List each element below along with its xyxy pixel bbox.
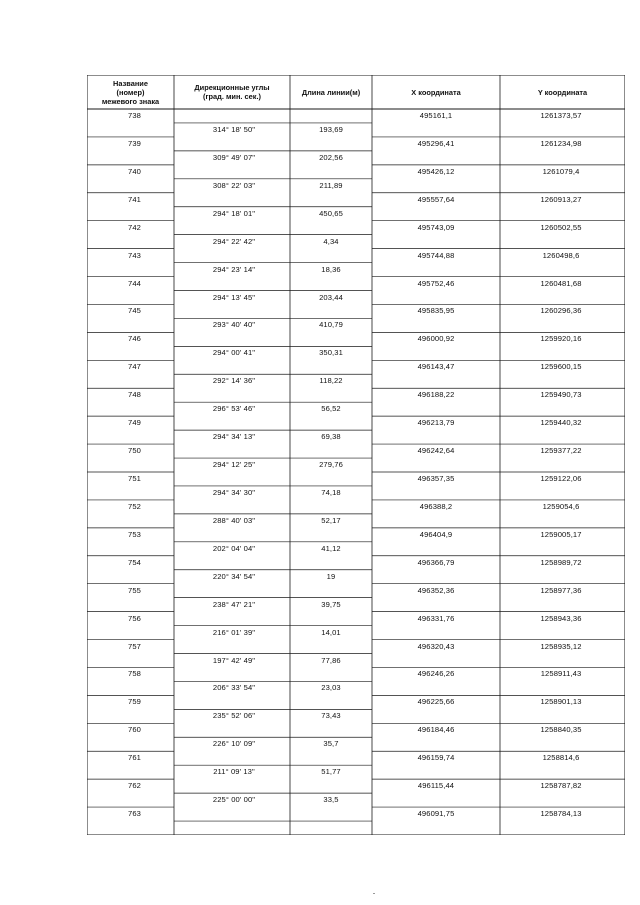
point-name: 754 <box>128 557 141 567</box>
segment-direction-angle: 314° 18' 50" <box>212 124 256 134</box>
segment-length: 193,69 <box>319 124 343 134</box>
segment-direction-angle: 309° 49' 07" <box>212 152 256 162</box>
point-y-coordinate: 1258840,35 <box>540 725 582 735</box>
point-name: 750 <box>128 446 141 456</box>
header-name-line-1: Название <box>113 78 148 88</box>
segment-direction-angle: 294° 18' 01" <box>212 208 256 218</box>
segment-direction-angle: 288° 40' 03" <box>212 515 256 525</box>
segment-direction-angle: 294° 22' 42" <box>212 236 256 246</box>
segment-length: 203,44 <box>319 292 343 302</box>
point-x-coordinate: 495752,46 <box>417 278 455 288</box>
header-angle <box>174 75 290 109</box>
header-name-line-2: (номер) <box>116 87 145 97</box>
point-y-coordinate: 1259600,15 <box>540 362 582 372</box>
point-y-coordinate: 1258935,12 <box>540 641 582 651</box>
point-x-coordinate: 496000,92 <box>417 334 455 344</box>
point-x-coordinate: 496143,47 <box>417 362 455 372</box>
point-x-coordinate: 495557,64 <box>417 194 455 204</box>
point-name: 755 <box>128 585 141 595</box>
segment-direction-angle: 294° 34' 13" <box>212 432 256 442</box>
point-x-coordinate: 496115,44 <box>417 781 455 791</box>
scan-speck <box>373 893 375 894</box>
segment-length: 69,38 <box>321 432 341 442</box>
point-x-coordinate: 496366,79 <box>417 557 455 567</box>
point-name: 744 <box>128 278 141 288</box>
segment-length: 74,18 <box>321 487 341 497</box>
point-name: 752 <box>128 501 141 511</box>
point-y-coordinate: 1258901,13 <box>540 697 582 707</box>
header-length <box>290 75 372 109</box>
point-y-coordinate: 1258977,36 <box>540 585 582 595</box>
segment-direction-angle: 235° 52' 06" <box>212 711 256 721</box>
segment-length: 118,22 <box>319 376 343 386</box>
point-name: 753 <box>128 529 141 539</box>
point-name: 742 <box>128 222 141 232</box>
point-name: 741 <box>128 194 141 204</box>
point-x-coordinate: 496388,2 <box>419 501 453 511</box>
segment-length: 77,86 <box>321 655 341 665</box>
point-y-coordinate: 1259054,6 <box>542 501 580 511</box>
segment-direction-angle: 206° 33' 54" <box>212 683 256 693</box>
segment-direction-angle: 294° 23' 14" <box>212 264 256 274</box>
segment-length: 56,52 <box>321 404 341 414</box>
header-name-line-3: межевого знака <box>101 96 160 106</box>
point-name: 763 <box>128 809 141 819</box>
point-name: 761 <box>128 753 141 763</box>
segment-length: 39,75 <box>321 599 341 609</box>
header-y-line-1: Y координата <box>537 87 588 97</box>
point-x-coordinate: 496357,35 <box>417 474 455 483</box>
point-x-coordinate: 496242,64 <box>417 446 455 456</box>
segment-length: 279,76 <box>319 460 343 470</box>
point-name: 746 <box>128 334 141 344</box>
segment-direction-angle: 197° 42' 49" <box>212 655 256 665</box>
point-x-coordinate: 495744,88 <box>417 250 455 260</box>
header-y <box>500 75 625 109</box>
segment-length: 211,89 <box>319 180 343 190</box>
point-x-coordinate: 496213,79 <box>417 418 455 428</box>
segment-length: 52,17 <box>321 515 341 525</box>
point-x-coordinate: 496091,75 <box>417 809 455 819</box>
point-y-coordinate: 1258989,72 <box>540 557 582 567</box>
boundary-coordinates-table <box>87 75 625 835</box>
segment-direction-angle: 294° 12' 25" <box>212 460 256 470</box>
point-y-coordinate: 1260502,55 <box>540 222 582 232</box>
segment-direction-angle: 294° 13' 45" <box>212 292 256 302</box>
segment-length: 450,65 <box>319 208 343 218</box>
point-name: 756 <box>128 613 141 623</box>
point-name: 762 <box>128 781 141 791</box>
point-y-coordinate: 1261234,98 <box>540 138 582 148</box>
point-x-coordinate: 495296,41 <box>417 138 455 148</box>
segment-length: 33,5 <box>323 795 339 805</box>
point-x-coordinate: 495743,09 <box>417 222 455 232</box>
segment-direction-angle: 294° 34' 30" <box>212 487 256 497</box>
point-x-coordinate: 496246,26 <box>417 669 455 679</box>
point-y-coordinate: 1258943,36 <box>540 613 582 623</box>
point-y-coordinate: 1259920,16 <box>540 334 582 344</box>
point-y-coordinate: 1258784,13 <box>540 809 582 819</box>
point-x-coordinate: 495835,95 <box>417 306 455 316</box>
point-x-coordinate: 495426,12 <box>417 166 455 176</box>
point-name: 758 <box>128 669 141 679</box>
segment-direction-angle: 292° 14' 36" <box>212 376 256 386</box>
point-x-coordinate: 496184,46 <box>417 725 455 735</box>
point-x-coordinate: 496320,43 <box>417 641 455 651</box>
point-y-coordinate: 1259005,17 <box>540 529 582 539</box>
segment-length: 350,31 <box>319 348 343 358</box>
header-x <box>372 75 500 109</box>
point-x-coordinate: 496159,74 <box>417 753 455 763</box>
point-y-coordinate: 1260481,68 <box>540 278 582 288</box>
segment-direction-angle: 211° 09' 13" <box>213 767 255 777</box>
segment-direction-angle: 216° 01' 39" <box>212 627 256 637</box>
point-x-coordinate: 496188,22 <box>417 390 455 400</box>
segment-direction-angle: 238° 47' 21" <box>212 599 256 609</box>
segment-length: 202,56 <box>319 152 343 162</box>
point-y-coordinate: 1259490,73 <box>540 390 582 400</box>
point-y-coordinate: 1258814,6 <box>542 753 580 763</box>
point-name: 743 <box>128 250 141 260</box>
header-name <box>87 75 174 109</box>
header-angle-line-2: (град. мин. сек.) <box>203 92 261 101</box>
point-name: 747 <box>128 362 141 372</box>
segment-direction-angle: 225° 00' 00" <box>212 795 256 805</box>
point-y-coordinate: 1259377,22 <box>540 446 582 456</box>
point-name: 738 <box>128 111 141 120</box>
header-length-line-1: Длина линии(м) <box>301 87 361 97</box>
segment-direction-angle: 226° 10' 09" <box>212 739 256 749</box>
segment-direction-angle: 296° 53' 46" <box>212 404 256 414</box>
point-y-coordinate: 1258787,82 <box>540 781 582 791</box>
point-x-coordinate: 496225,66 <box>417 697 455 707</box>
header-x-line-1: X координата <box>411 87 461 97</box>
segment-length: 23,03 <box>321 683 341 693</box>
point-y-coordinate: 1261079,4 <box>542 166 580 176</box>
segment-length: 4,34 <box>323 236 339 246</box>
point-x-coordinate: 496352,36 <box>417 585 455 595</box>
point-name: 748 <box>128 390 141 400</box>
segment-length: 35,7 <box>323 739 339 749</box>
segment-direction-angle: 220° 34' 54" <box>212 571 256 581</box>
segment-direction-angle: 293° 40' 40" <box>212 320 256 330</box>
point-x-coordinate: 495161,1 <box>419 111 453 120</box>
segment-length: 51,77 <box>321 767 341 777</box>
header-angle-line-1: Дирекционные углы <box>194 83 270 92</box>
segment-length: 18,36 <box>321 264 341 274</box>
point-name: 739 <box>128 138 141 148</box>
segment-length: 73,43 <box>321 711 341 721</box>
point-name: 757 <box>128 641 141 651</box>
point-y-coordinate: 1258911,43 <box>540 669 582 679</box>
point-y-coordinate: 1259440,32 <box>540 418 582 428</box>
segment-direction-angle: 294° 00' 41" <box>212 348 256 358</box>
point-name: 749 <box>128 418 141 428</box>
segment-direction-angle: 202° 04' 04" <box>212 543 256 553</box>
segment-direction-angle: 308° 22' 03" <box>212 180 256 190</box>
point-name: 745 <box>128 306 141 316</box>
point-y-coordinate: 1261373,57 <box>540 111 582 120</box>
point-x-coordinate: 496404,9 <box>419 529 453 539</box>
point-y-coordinate: 1260498,6 <box>542 250 580 260</box>
point-name: 751 <box>128 474 141 483</box>
point-name: 759 <box>128 697 141 707</box>
segment-length: 14,01 <box>321 627 341 637</box>
point-y-coordinate: 1260296,36 <box>540 306 582 316</box>
point-name: 760 <box>128 725 141 735</box>
point-y-coordinate: 1259122,06 <box>540 474 582 483</box>
point-x-coordinate: 496331,76 <box>417 613 455 623</box>
segment-length: 19 <box>326 571 336 581</box>
segment-length: 410,79 <box>319 320 343 330</box>
segment-length: 41,12 <box>321 543 341 553</box>
point-y-coordinate: 1260913,27 <box>540 194 582 204</box>
point-name: 740 <box>128 166 141 176</box>
